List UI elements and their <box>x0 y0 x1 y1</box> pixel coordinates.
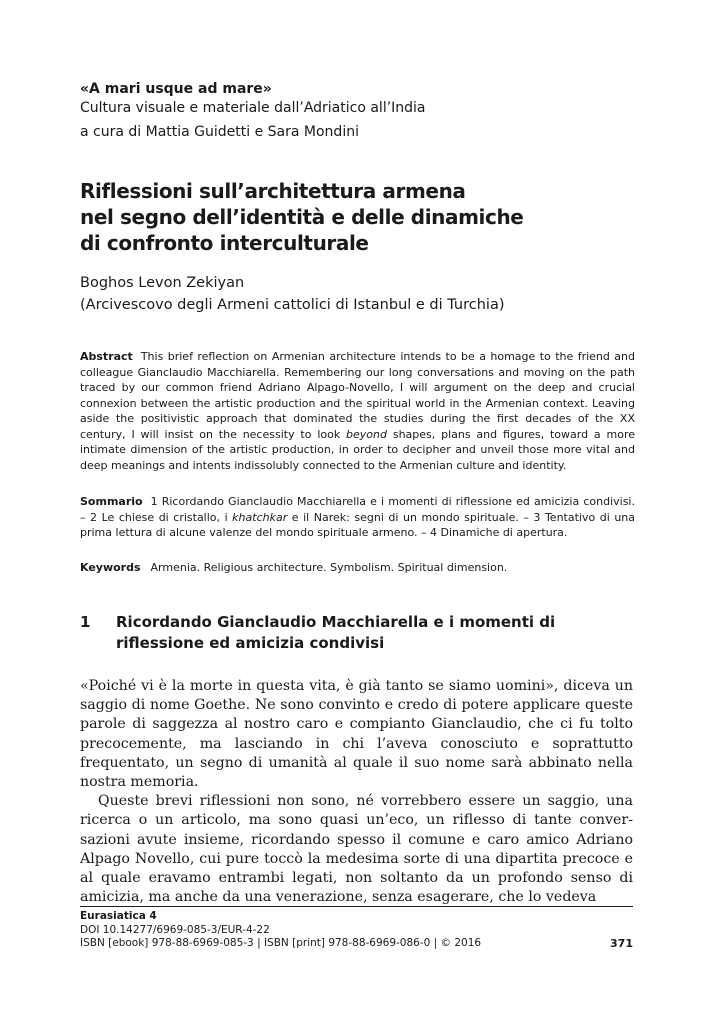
article-title-line: di confronto interculturale <box>80 231 369 255</box>
article-title <box>80 178 640 256</box>
author-name: Boghos Levon Zekiyan <box>80 275 245 291</box>
volume-subtitle: Cultura visuale e materiale dall’Adriatico all’India <box>80 100 426 116</box>
footer-rule <box>80 906 633 907</box>
article-title-line: nel segno dell’identità e delle dinamiche <box>80 205 524 229</box>
abstract-label: Abstract <box>80 350 133 363</box>
keywords-text: Armenia. Religious architecture. Symbolism. Spiritual dimension. <box>150 561 508 574</box>
volume-editors: a cura di Mattia Guidetti e Sara Mondini <box>80 124 359 140</box>
sommario-label: Sommario <box>80 495 143 508</box>
abstract-text: This brief reflection on Armenian architecture intends to be a homage to the friend and colleague Gianclaudio Macchiarella. Remembering our long conversations and moving on the path traced by our common friend Adriano Alpago-Novello, I will argument on the deep and crucial connexion between the artistic production and the spiritual world in the Armenian context. Leaving aside the positivistic approach that dominated the studies during the first decades of the XX century, I will insist on the necessity to look <box>80 350 635 441</box>
abstract-text-end: shapes, plans and figures, toward a more intimate dimension of the artistic production, in order to decipher and unveil those more vital and deep meanings and intents indissolubly connected to the Armenian culture and identity. <box>80 427 635 472</box>
body-paragraph-2: Queste brevi riflessioni non sono, né vorrebbero essere un saggio, una ricerca o un articolo, ma sono quasi un’eco, un riflesso di tante conversazioni avute insieme, ricordando spesso il comune e caro amico Adriano Alpago Novello, cui pure toccò la medesima sorte di una dipartita precoce e al quale eravamo entrambi legati, non soltanto da un profondo senso di amicizia, ma anche da una venerazione, senza esagerare, che lo vedeva <box>80 793 633 906</box>
abstract <box>80 349 635 473</box>
body-text <box>80 677 633 907</box>
sommario-italic: khatchkar <box>232 510 288 524</box>
footer-doi: DOI 10.14277/6969-085-3/EUR-4-22 <box>80 923 270 936</box>
footer-journal: Eurasiatica 4 <box>80 910 157 922</box>
volume-header <box>80 80 640 142</box>
article-title-line: Riflessioni sull’architettura armena <box>80 179 466 203</box>
sommario-text-end: e il Narek: segni di un mondo spirituale. – 3 Tentativo di una prima lettura di alcune valenze del mondo spirituale armeno. – 4 Dinamiche di apertura. <box>80 510 635 539</box>
author-block <box>80 272 640 316</box>
abstract-italic: beyond <box>346 427 387 441</box>
footer-isbn: ISBN [ebook] 978-88-6969-085-3 | ISBN [print] 978-88-6969-086-0 | © 2016 <box>80 937 482 949</box>
footer <box>80 910 633 951</box>
sommario <box>80 494 635 541</box>
page-number: 371 <box>610 937 633 950</box>
author-affiliation: (Arcivescovo degli Armeni cattolici di Istanbul e di Turchia) <box>80 297 505 313</box>
keywords-label: Keywords <box>80 561 141 574</box>
body-paragraph-1: «Poiché vi è la morte in questa vita, è già tanto se siamo uomini», diceva un saggio di nome Goethe. Ne sono convinto e credo di potere applicare queste parole di saggezza al nostro caro e compianto Gianclaudio, che ci fu tolto precocemente, ma lasciando in chi l’aveva conosciuto e soprattutto frequentato, un segno di umanità al quale il suo nome sarà abbinato nella nostra memoria. <box>80 678 633 791</box>
sommario-text: 1 Ricordando Gianclaudio Macchiarella e i momenti di riflessione ed amicizia condivisi. – 2 Le chiese di cristallo, i <box>80 495 635 524</box>
volume-title: «A mari usque ad mare» <box>80 81 272 97</box>
keywords <box>80 560 635 576</box>
section-title: Ricordando Gianclaudio Macchiarella e i momenti di riflessione ed amicizia condivisi <box>116 613 556 652</box>
section-number: 1 <box>80 613 91 631</box>
